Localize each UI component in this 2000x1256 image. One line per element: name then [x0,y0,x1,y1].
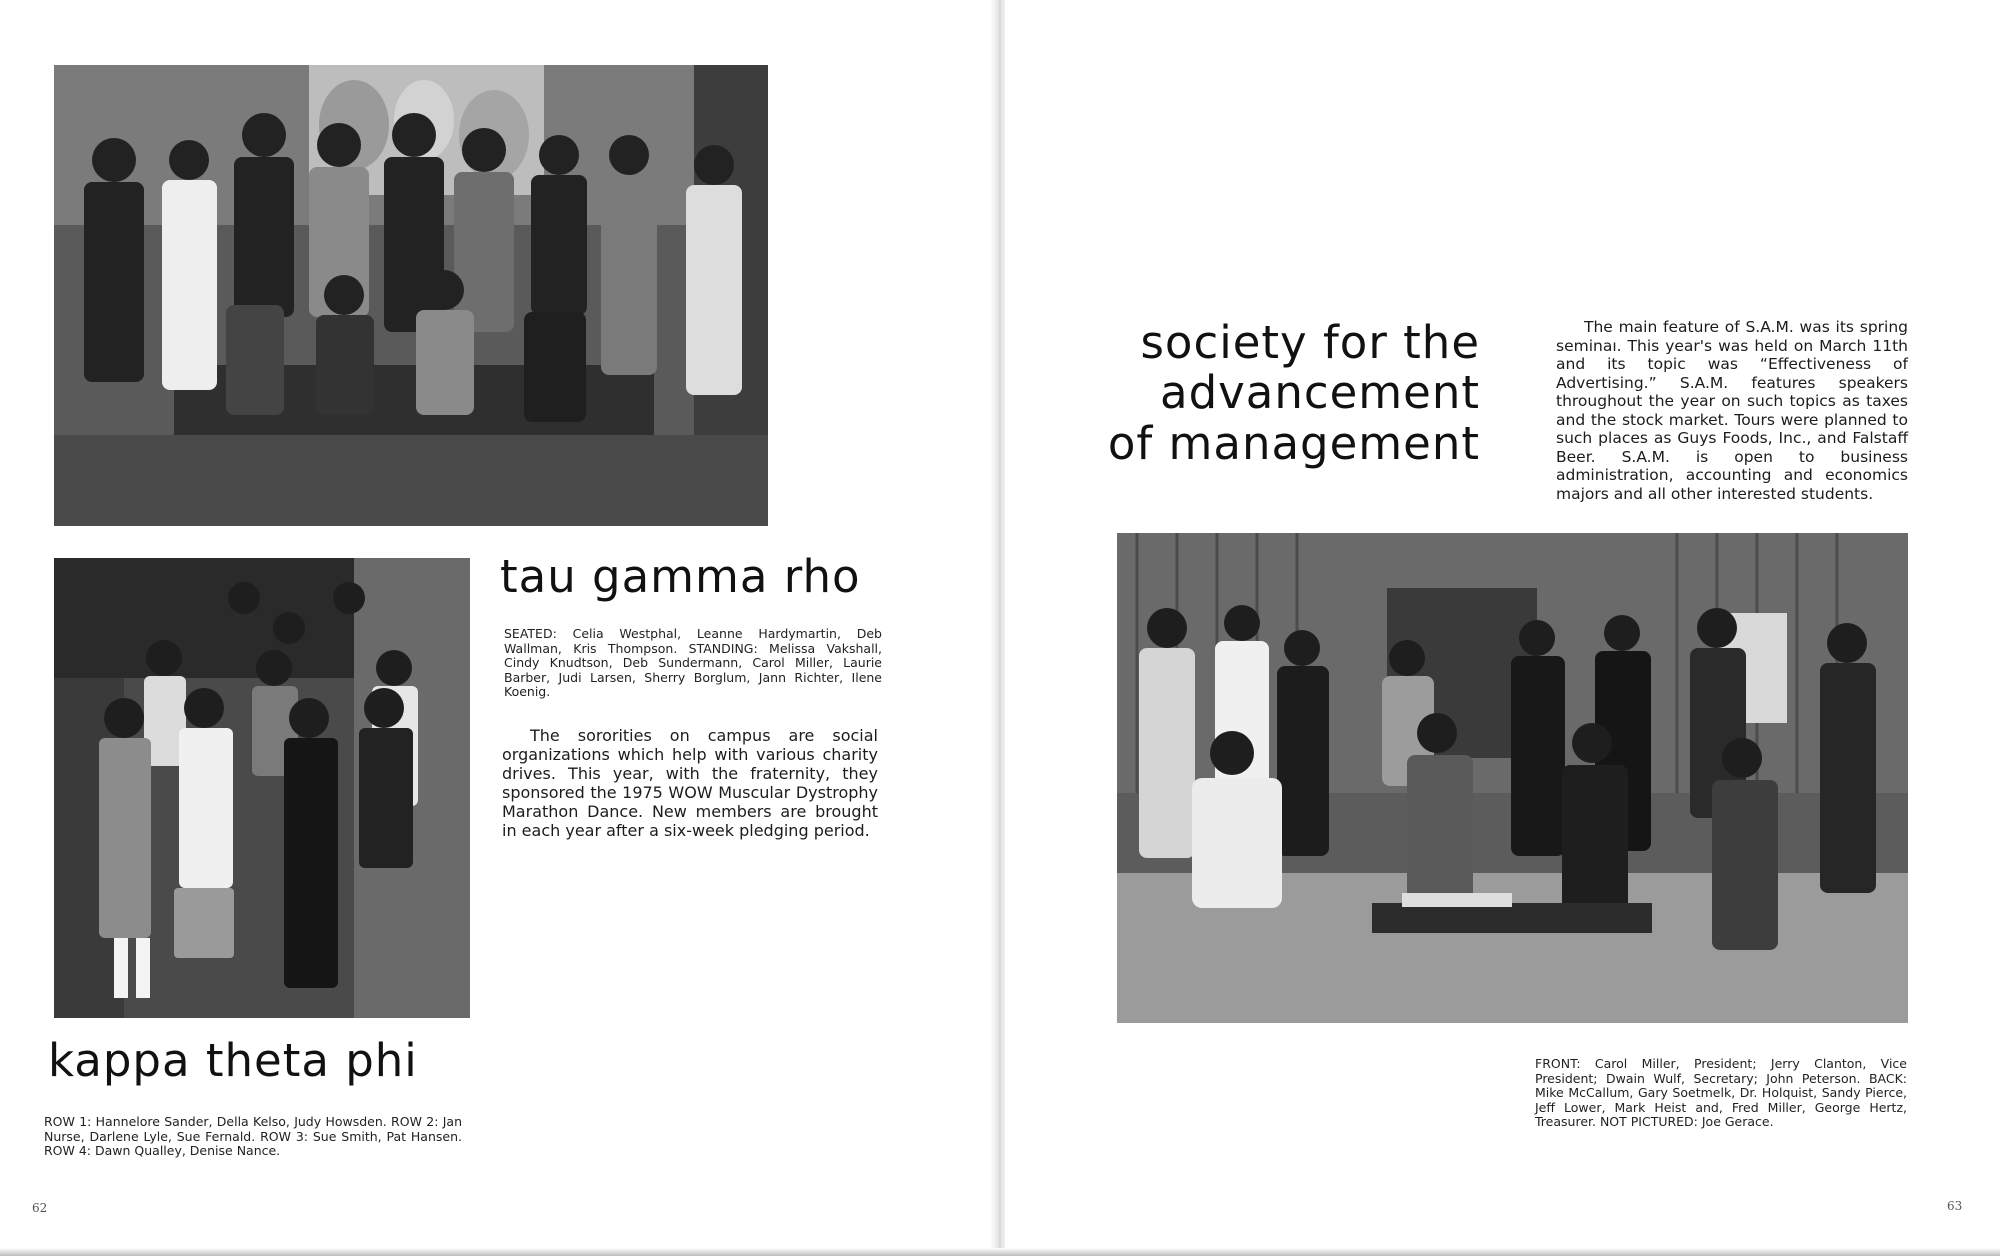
sam-heading-line-3: of management [1107,416,1480,470]
kappa-theta-phi-group-photo [54,558,470,1018]
kappa-theta-phi-heading: kappa theta phi [48,1034,418,1087]
left-page [0,0,995,1256]
sam-caption: FRONT: Carol Miller, President; Jerry Clanton, Vice President; Dwain Wulf, Secretary; John Peterson. BACK: Mike McCallum, Gary Soetmelk, Dr. Holquist, Sandy Pierce, Jeff Lower, Mark Heist and, Fred Miller, George Hertz, Treasurer. NOT PICTURED: Joe Gerace. [1535,1056,1907,1129]
sam-heading [1085,318,1480,469]
sam-group-photo [1117,533,1908,1023]
tau-gamma-rho-body: The sororities on campus are social organizations which help with various charity drives. This year, with the fraternity, they sponsored the 1975 WOW Muscular Dystrophy Marathon Dance. New members are brought in each year after a six-week pledging period. [502,726,878,840]
sam-body: The main feature of S.A.M. was its spring seminaı. This year's was held on March 11th and its topic was “Effectiveness of Advertising.” S.A.M. features speakers throughout the year on such topics as taxes and the stock market. Tours were planned to such places as Guys Foods, Inc., and Falstaff Beer. S.A.M. is open to business administration, accounting and economics majors and all other interested students. [1556,318,1908,503]
sam-heading-line-1: society for the [1140,316,1480,369]
tau-gamma-rho-group-photo [54,65,768,526]
tau-gamma-rho-heading: tau gamma rho [500,550,861,603]
page-number-left: 62 [32,1201,48,1215]
right-page [1005,0,2000,1256]
kappa-theta-phi-caption: ROW 1: Hannelore Sander, Della Kelso, Judy Howsden. ROW 2: Jan Nurse, Darlene Lyle, Sue Fernald. ROW 3: Sue Smith, Pat Hansen. ROW 4: Dawn Qualley, Denise Nance. [44,1114,462,1158]
tau-gamma-rho-caption: SEATED: Celia Westphal, Leanne Hardymartin, Deb Wallman, Kris Thompson. STANDING: Melissa Vakshall, Cindy Knudtson, Deb Sundermann, Carol Miller, Laurie Barber, Judi Larsen, Sherry Borglum, Jann Richter, Ilene Koenig. [504,626,882,699]
page-bottom-edge [0,1248,2000,1256]
sam-heading-line-2: advancement [1160,366,1480,420]
page-number-right: 63 [1947,1199,1963,1213]
